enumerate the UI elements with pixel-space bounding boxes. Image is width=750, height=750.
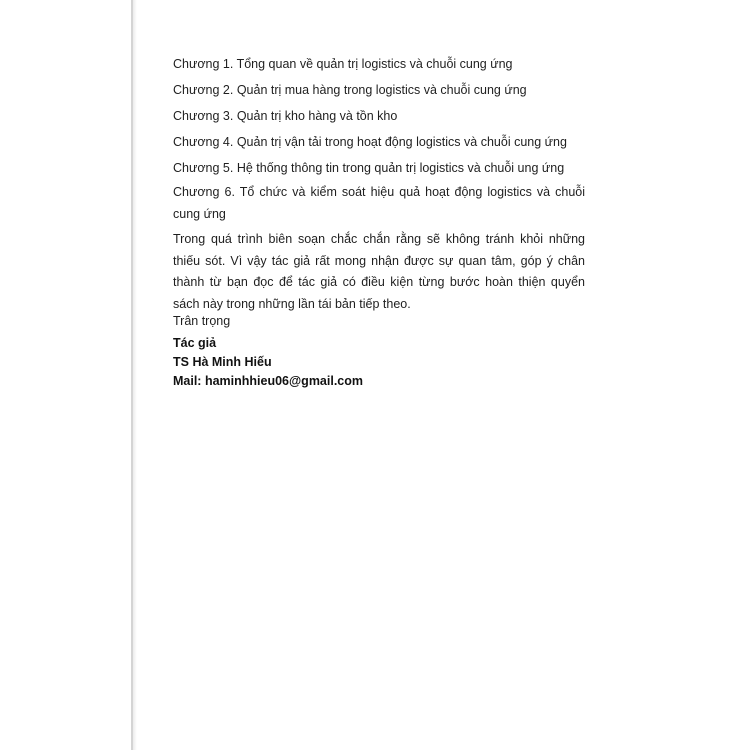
page-binding-shadow [133,0,137,750]
closing-paragraph: Trong quá trình biên soạn chắc chắn rằng sẽ không tránh khỏi những thiếu sót. Vì vậy tác giả rất mong nhận được sự quan tâm, góp ý chân thành từ bạn đọc để tác giả có điều kiện từng bước hoàn thiện quyển sách này trong những lần tái bản tiếp theo. [173,232,585,311]
chapter-line-2: Chương 2. Quản trị mua hàng trong logistics và chuỗi cung ứng [173,83,527,97]
chapter-line-6: Chương 6. Tổ chức và kiểm soát hiệu quả hoạt động logistics và chuỗi cung ứng [173,185,585,221]
author-email: Mail: haminhhieu06@gmail.com [173,374,364,388]
author-name: TS Hà Minh Hiếu [173,355,272,369]
author-role: Tác giả [173,336,217,350]
chapter-line-4: Chương 4. Quản trị vận tải trong hoạt động logistics và chuỗi cung ứng [173,135,567,149]
chapter-line-3: Chương 3. Quản trị kho hàng và tồn kho [173,109,398,123]
greeting: Trân trọng [173,314,231,328]
chapter-line-1: Chương 1. Tổng quan về quản trị logistics và chuỗi cung ứng [173,57,513,71]
chapter-line-5: Chương 5. Hệ thống thông tin trong quản trị logistics và chuỗi ung ứng [173,161,565,175]
